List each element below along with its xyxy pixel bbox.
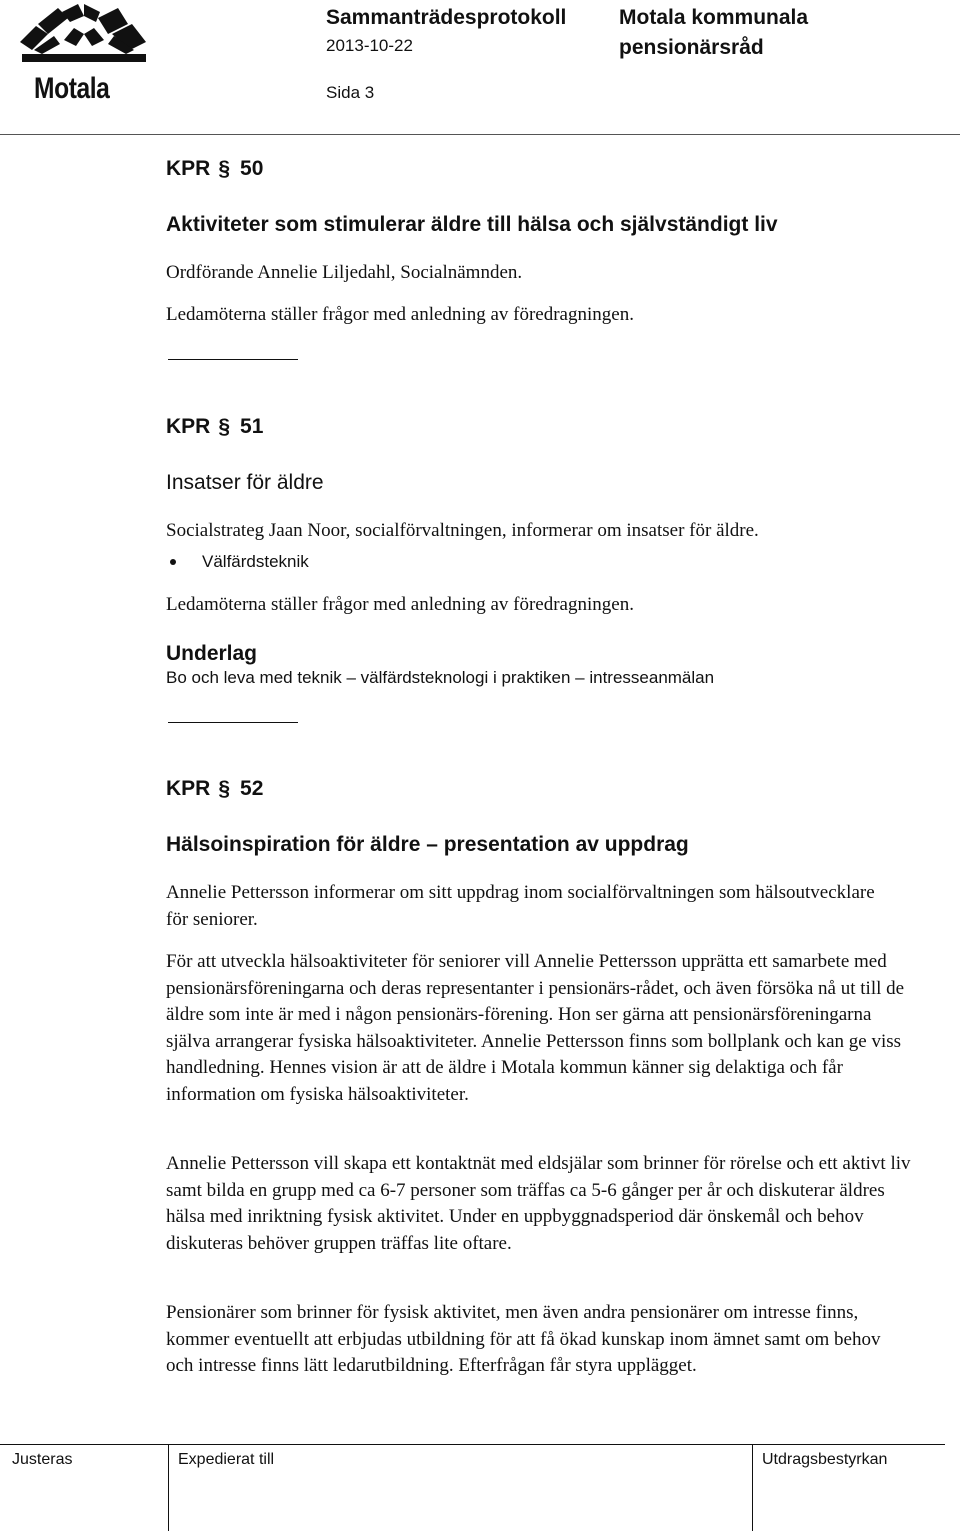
section-prefix: KPR xyxy=(166,415,211,438)
bullet-icon xyxy=(170,559,176,565)
organization-line-1: Motala kommunala xyxy=(619,6,809,29)
section-number: 51 xyxy=(240,415,264,438)
logo-wordmark: Motala xyxy=(34,72,110,105)
section-title-kpr50: Aktiviteter som stimulerar äldre till hälsa och självständigt liv xyxy=(166,213,778,236)
kpr52-paragraph-1: Annelie Pettersson informerar om sitt uppdrag inom socialförvaltningen som hälsoutvecklare för seniorer. xyxy=(166,882,875,930)
page-number: Sida 3 xyxy=(326,83,375,102)
footer-column-divider xyxy=(168,1444,169,1531)
section-title-kpr51: Insatser för äldre xyxy=(166,471,324,494)
footer-utdragsbestyrkan: Utdragsbestyrkan xyxy=(762,1451,888,1468)
bullet-label: Välfärdsteknik xyxy=(202,552,309,571)
kpr50-line-2: Ledamöterna ställer frågor med anledning av föredragningen. xyxy=(166,304,634,325)
footer-justeras: Justeras xyxy=(12,1451,73,1468)
organization-line-2: pensionärsråd xyxy=(619,36,764,59)
section-number: 50 xyxy=(240,157,264,180)
footer-column-divider xyxy=(752,1444,753,1531)
section-separator xyxy=(168,359,298,360)
paragraph-sign: § xyxy=(218,415,231,438)
document-title: Sammanträdesprotokoll xyxy=(326,6,567,29)
kpr51-line-2: Ledamöterna ställer frågor med anledning av föredragningen. xyxy=(166,594,634,615)
section-number: 52 xyxy=(240,777,264,800)
section-heading-kpr50 xyxy=(166,157,263,181)
section-prefix: KPR xyxy=(166,777,211,800)
kpr51-line-1: Socialstrateg Jaan Noor, socialförvaltningen, informerar om insatser för äldre. xyxy=(166,520,759,541)
bullet-item xyxy=(166,552,309,572)
kpr52-paragraph-2: För att utveckla hälsoaktiviteter för seniorer vill Annelie Pettersson upprätta ett samarbete med pensionärsföreningarna och deras representanter i pensionärs-rådet, och även försöka nå ut till de äldre som inte är med i någon pensionärs-förening. Hon ser gärna att pensionärsföreningarna själva arrangerar fysiska hälsoaktiviteter. Annelie Pettersson finns som bollplank och kan ge viss handledning. Hennes vision är att de äldre i Motala kommun känner sig delaktiga och får information om fysiska hälsoaktiviteter. xyxy=(166,951,905,1105)
section-title-kpr52: Hälsoinspiration för äldre – presentation av uppdrag xyxy=(166,833,689,856)
footer-divider xyxy=(0,1444,945,1445)
footer-expedierat: Expedierat till xyxy=(178,1451,275,1468)
underlag-heading: Underlag xyxy=(166,642,258,665)
meeting-date: 2013-10-22 xyxy=(326,36,413,55)
paragraph-sign: § xyxy=(218,777,231,800)
motala-crown-icon xyxy=(14,4,152,74)
kpr52-paragraph-4: Pensionärer som brinner för fysisk aktivitet, men även andra pensionärer om intresse finns, kommer eventuellt att erbjudas utbildning för att få ökad kunskap inom ämnet samt om behov och intresse finns lätt ledarutbildning. Efterfrågan får styra upplägget. xyxy=(166,1302,881,1377)
header-divider xyxy=(0,134,960,135)
paragraph-sign: § xyxy=(218,157,231,180)
section-prefix: KPR xyxy=(166,157,211,180)
kpr52-paragraph-3: Annelie Pettersson vill skapa ett kontaktnät med eldsjälar som brinner för rörelse och ett aktivt liv samt bilda en grupp med ca 6-7 personer som träffas ca 5-6 gånger per år och diskuterar äldres hälsa med inriktning fysisk aktivitet. Under en uppbyggnadsperiod där önskemål och behov diskuteras behöver gruppen träffas lite oftare. xyxy=(166,1153,911,1254)
section-separator xyxy=(168,722,298,723)
kpr50-line-1: Ordförande Annelie Liljedahl, Socialnämnden. xyxy=(166,262,523,283)
section-heading-kpr52 xyxy=(166,777,263,801)
underlag-text: Bo och leva med teknik – välfärdsteknologi i praktiken – intresseanmälan xyxy=(166,668,715,687)
section-heading-kpr51 xyxy=(166,415,263,439)
